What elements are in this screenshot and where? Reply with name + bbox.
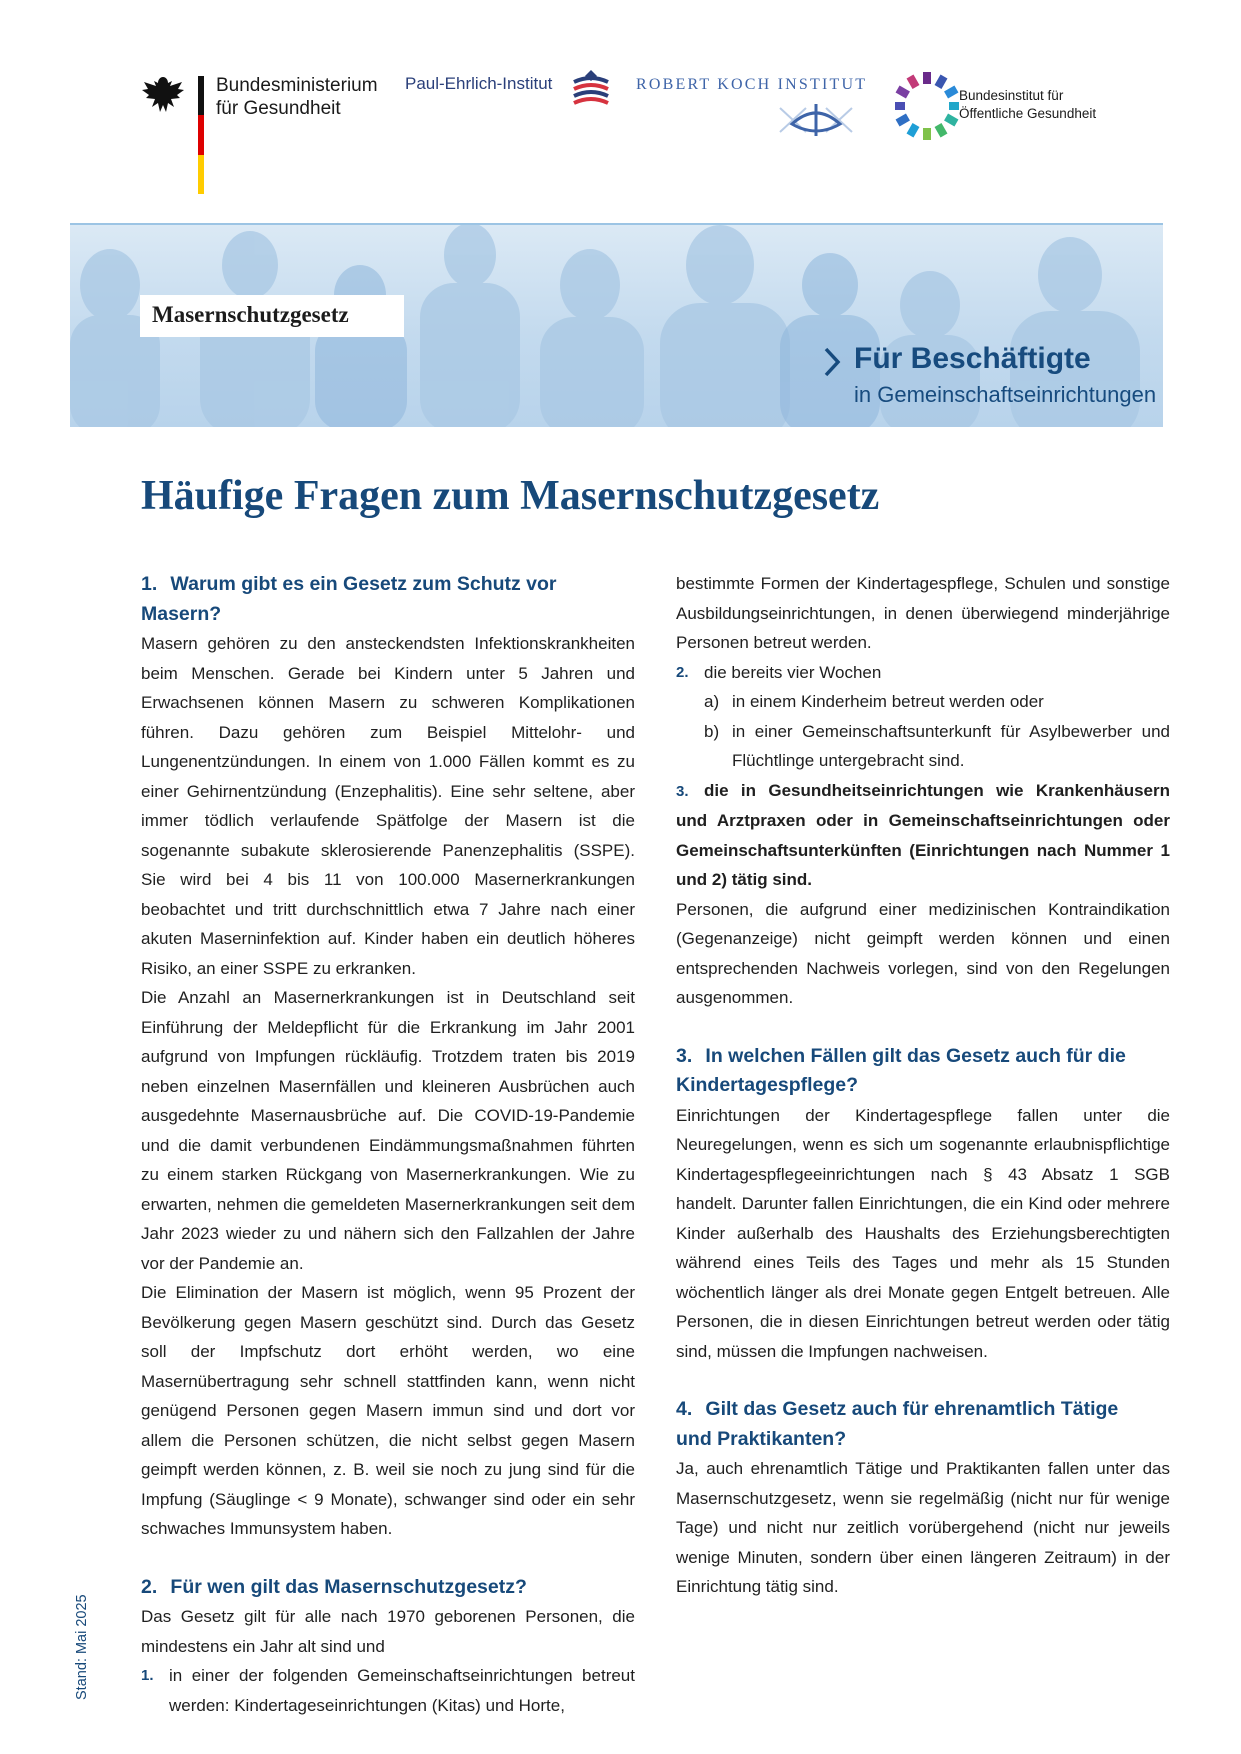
list-subitem: a) in einem Kinderheim betreut werden oder	[704, 692, 1044, 711]
audience-subtitle: in Gemeinschaftseinrichtungen	[854, 382, 1157, 407]
section-3-paragraph: Einrichtungen der Kindertagespflege fallen unter die Neuregelungen, wenn es sich um sogenannte erlaubnispflichtige Kindertagespflegeeinrichtungen nach § 43 Absatz 1 SGB handelt. Darunter fallen Einrichtungen, die ein Kind oder mehrere Kinder außerhalb des Haushalts des Erziehungsberechtigten während eines Teils des Tages und mehr als 15 Stunden wöchentlich länger als drei Monate gegen Entgelt betreuen. Alle Personen, die in diesen Einrichtungen betreut werden oder tätig sind, müssen die Impfungen nachweisen.	[676, 1105, 1170, 1361]
section-2-item-3: 3. die in Gesundheitseinrichtungen wie Krankenhäusern und Arztpraxen oder in Gemeinschaftseinrichtungen oder Gemeinschaftsunterkünften (Einrichtungen nach Nummer 1 und 2) tätig sind.	[676, 780, 1170, 889]
bmg-name: Bundesministerium für Gesundheit	[216, 75, 378, 119]
chevron-right-icon	[822, 346, 842, 378]
list-subitem: b) in einer Gemeinschaftsunterkunft für Asylbewerber und Flüchtlinge untergebracht sind.	[704, 721, 1170, 770]
left-column	[141, 570, 635, 1720]
section-2-item-1-continued: bestimmte Formen der Kindertagespflege, Schulen und sonstige Ausbildungseinrichtungen, in denen überwiegend minderjährige Personen betreut werden.	[676, 574, 1170, 652]
section-1-paragraph-1: Masern gehören zu den ansteckendsten Infektionskrankheiten beim Menschen. Gerade bei Kindern unter 5 Jahren und Erwachsenen können Masern zu schweren Komplikationen führen. Dazu gehören zum Beispiel Mittelohr- und Lungenentzündungen. In einem von 1.000 Fällen kommt es zu einer Gehirnentzündung (Enzephalitis). Eine sehr seltene, aber immer tödlich verlaufende Spätfolge der Masern ist die sogenannte subakute sklerosierende Panenzephalitis (SSPE). Sie wird bei 4 bis 11 von 100.000 Masernerkrankungen beobachtet und tritt durchschnittlich etwa 7 Jahre nach einer akuten Maserninfektion auf. Kinder haben ein deutlich höheres Risiko, an einer SSPE zu erkranken.	[141, 634, 635, 978]
section-1-paragraph-2: Die Anzahl an Masernerkrankungen ist in Deutschland seit Einführung der Meldepflicht für die Erkrankung im Jahr 2001 aufgrund von Impfungen rückläufig. Trotzdem traten bis 2019 neben einzelnen Masernfällen und kleineren Ausbrüchen auch ausgedehnte Masernausbrüche auf. Die COVID-19-Pandemie und die damit verbundenen Eindämmungsmaßnahmen führten zu einem starken Rückgang von Masernerkrankungen. Wie zu erwarten, nehmen die gemeldeten Masernerkrankungen seit dem Jahr 2023 wieder zu und nähern sich den Fallzahlen der Jahre vor der Pandemie an.	[141, 988, 635, 1273]
rki-name: ROBERT KOCH INSTITUT	[636, 76, 868, 93]
section-2-item-1-start: in einer der folgenden Gemeinschaftseinrichtungen betreut werden: Kindertageseinrichtungen (Kitas) und Horte,	[169, 1666, 635, 1715]
rki-mark-icon	[776, 98, 856, 138]
pei-mark-icon	[570, 68, 612, 108]
section-4-paragraph: Ja, auch ehrenamtlich Tätige und Praktikanten fallen unter das Masernschutzgesetz, wenn sie regelmäßig (nicht nur für wenige Tage) und nicht nur zeitlich vorübergehend (nicht nur jeweils wenige Minuten, sondern über einen längeren Zeitraum) in der Einrichtung tätig sind.	[676, 1459, 1170, 1596]
list-item: 1. in einer der folgenden Gemeinschaftseinrichtungen betreut werden: Kindertageseinrichtungen (Kitas) und Horte,	[141, 1661, 635, 1720]
section-2-intro: Das Gesetz gilt für alle nach 1970 geborenen Personen, die mindestens ein Jahr alt sind und	[141, 1607, 635, 1656]
section-1-paragraph-3: Die Elimination der Masern ist möglich, wenn 95 Prozent der Bevölkerung gegen Masern geschützt sind. Durch das Gesetz soll der Impfschutz dort erhöht werden, wo eine Masernübertragung sehr schnell stattfinden kann, wenn nicht genügend Personen gegen Masern immun sind und dort vor allem die Personen schützen, die nicht selbst gegen Masern geimpft werden können, z. B. weil sie noch zu jung sind für die Impfung (Säuglinge < 9 Monate), schwanger sind oder ein sehr schwaches Immunsystem haben.	[141, 1283, 635, 1538]
bipg-logo	[895, 66, 1165, 142]
rki-logo	[636, 76, 876, 140]
date-stamp: Stand: Mai 2025	[74, 1594, 90, 1700]
section-4-heading: 4. Gilt das Gesetz auch für ehrenamtlich Tätige und Praktikanten?	[676, 1398, 1119, 1450]
section-2-heading: 2. Für wen gilt das Masernschutzgesetz?	[141, 1575, 527, 1598]
audience-title: Für Beschäftigte	[854, 342, 1091, 375]
banner-title: Masernschutzgesetz	[152, 302, 349, 327]
list-item: 2. die bereits vier Wochen	[676, 662, 882, 682]
section-1-heading: 1. Warum gibt es ein Gesetz zum Schutz vor Masern?	[141, 573, 557, 625]
pei-name: Paul-Ehrlich-Institut	[405, 74, 553, 93]
german-flag-bar	[198, 76, 204, 194]
federal-eagle-icon	[140, 74, 186, 120]
bipg-ring-icon	[895, 66, 959, 142]
right-column	[676, 569, 1170, 1602]
bmg-logo	[140, 74, 380, 194]
logo-header	[0, 0, 1241, 200]
bipg-name: Bundesinstitut für Öffentliche Gesundheit	[959, 88, 1097, 121]
section-3-heading: 3. In welchen Fällen gilt das Gesetz auch für die Kindertagespflege?	[676, 1044, 1126, 1096]
pei-logo	[405, 68, 615, 108]
page-title: Häufige Fragen zum Masernschutzgesetz	[141, 473, 880, 519]
section-2-outro: Personen, die aufgrund einer medizinischen Kontraindikation (Gegenanzeige) nicht geimpft werden können und einen entsprechenden Nachweis vorlegen, sind von den Regelungen ausgenommen.	[676, 899, 1170, 1007]
